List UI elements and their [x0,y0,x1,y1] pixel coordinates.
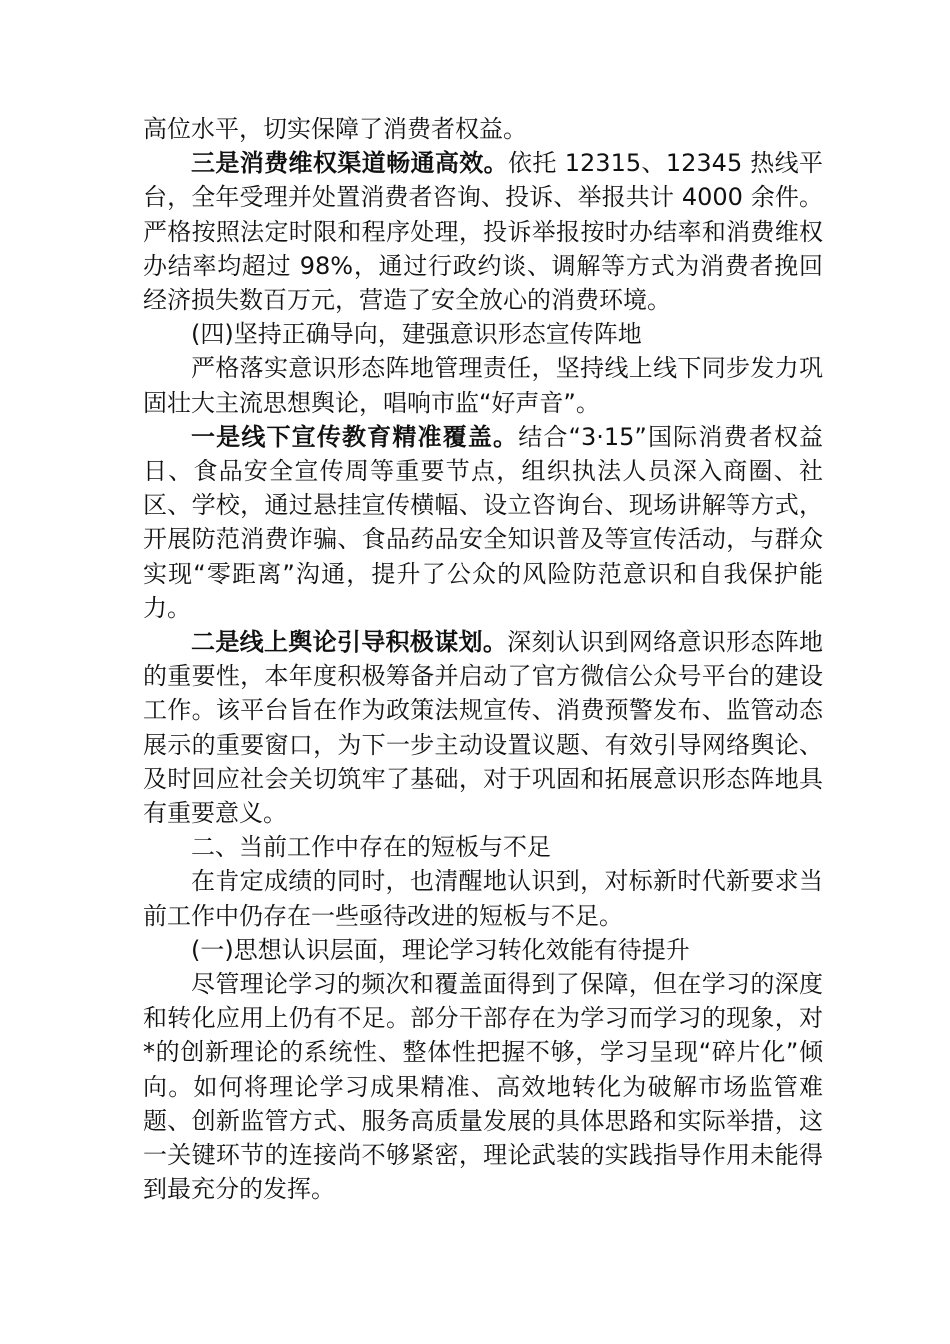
paragraph-text: 依托 12315、12345 热线平台，全年受理并处置消费者咨询、投诉、举报共计 4000 余件。严格按照法定时限和程序处理，投诉举报按时办结率和消费维权办结率均超过 98%，通过行政约谈、调解等方式为消费者挽回经济损失数百万元，营造了安全放心的消费环境。 [143,149,824,315]
section-heading-1 [143,933,823,967]
paragraph-text: (一)思想认识层面，理论学习转化效能有待提升 [191,935,690,964]
paragraph-10 [143,967,823,1206]
paragraph-text: 二、当前工作中存在的短板与不足 [191,833,551,862]
paragraph-text: 结合“3·15”国际消费者权益日、食品安全宣传周等重要节点，组织执法人员深入商圈、社区、学校，通过悬挂宣传横幅、设立咨询台、现场讲解等方式，开展防范消费诈骗、食品药品安全知识普及等宣传活动，与群众实现“零距离”沟通，提升了公众的风险防范意识和自我保护能力。 [143,422,824,622]
paragraph-6 [143,625,823,830]
paragraph-text: 深刻认识到网络意识形态阵地的重要性，本年度积极筹备并启动了官方微信公众号平台的建设工作。该平台旨在作为政策法规宣传、消费预警发布、监管动态展示的重要窗口，为下一步主动设置议题、有效引导网络舆论、及时回应社会关切筑牢了基础，对于巩固和拓展意识形态阵地具有重要意义。 [143,628,824,828]
paragraph-text: 高位水平，切实保障了消费者权益。 [143,115,527,143]
paragraph-1 [143,112,823,146]
paragraph-text: 严格落实意识形态阵地管理责任，坚持线上线下同步发力巩固壮大主流思想舆论，唱响市监“好声音”。 [143,354,823,417]
paragraph-text: 尽管理论学习的频次和覆盖面得到了保障，但在学习的深度和转化应用上仍有不足。部分干部存在为学习而学习的现象，对*的创新理论的系统性、整体性把握不够，学习呈现“碎片化”倾向。如何将理论学习成果精准、高效地转化为破解市场监管难题、创新监管方式、服务高质量发展的具体思路和实际举措，这一关键环节的连接尚不够紧密，理论武装的实践指导作用未能得到最充分的发挥。 [143,970,823,1204]
paragraph-8 [143,864,823,932]
section-heading-2 [143,830,823,864]
paragraph-text: 在肯定成绩的同时，也清醒地认识到，对标新时代新要求当前工作中仍存在一些亟待改进的短板与不足。 [143,867,823,930]
paragraph-lead: 三是消费维权渠道畅通高效。 [191,149,508,178]
paragraph-text: (四)坚持正确导向，建强意识形态宣传阵地 [191,320,642,349]
paragraph-5 [143,420,823,625]
document-page [143,112,823,1207]
paragraph-2 [143,146,823,317]
paragraph-lead: 二是线上舆论引导积极谋划。 [191,628,508,657]
section-heading-4 [143,317,823,351]
paragraph-lead: 一是线下宣传教育精准覆盖。 [191,422,519,451]
paragraph-4 [143,351,823,419]
